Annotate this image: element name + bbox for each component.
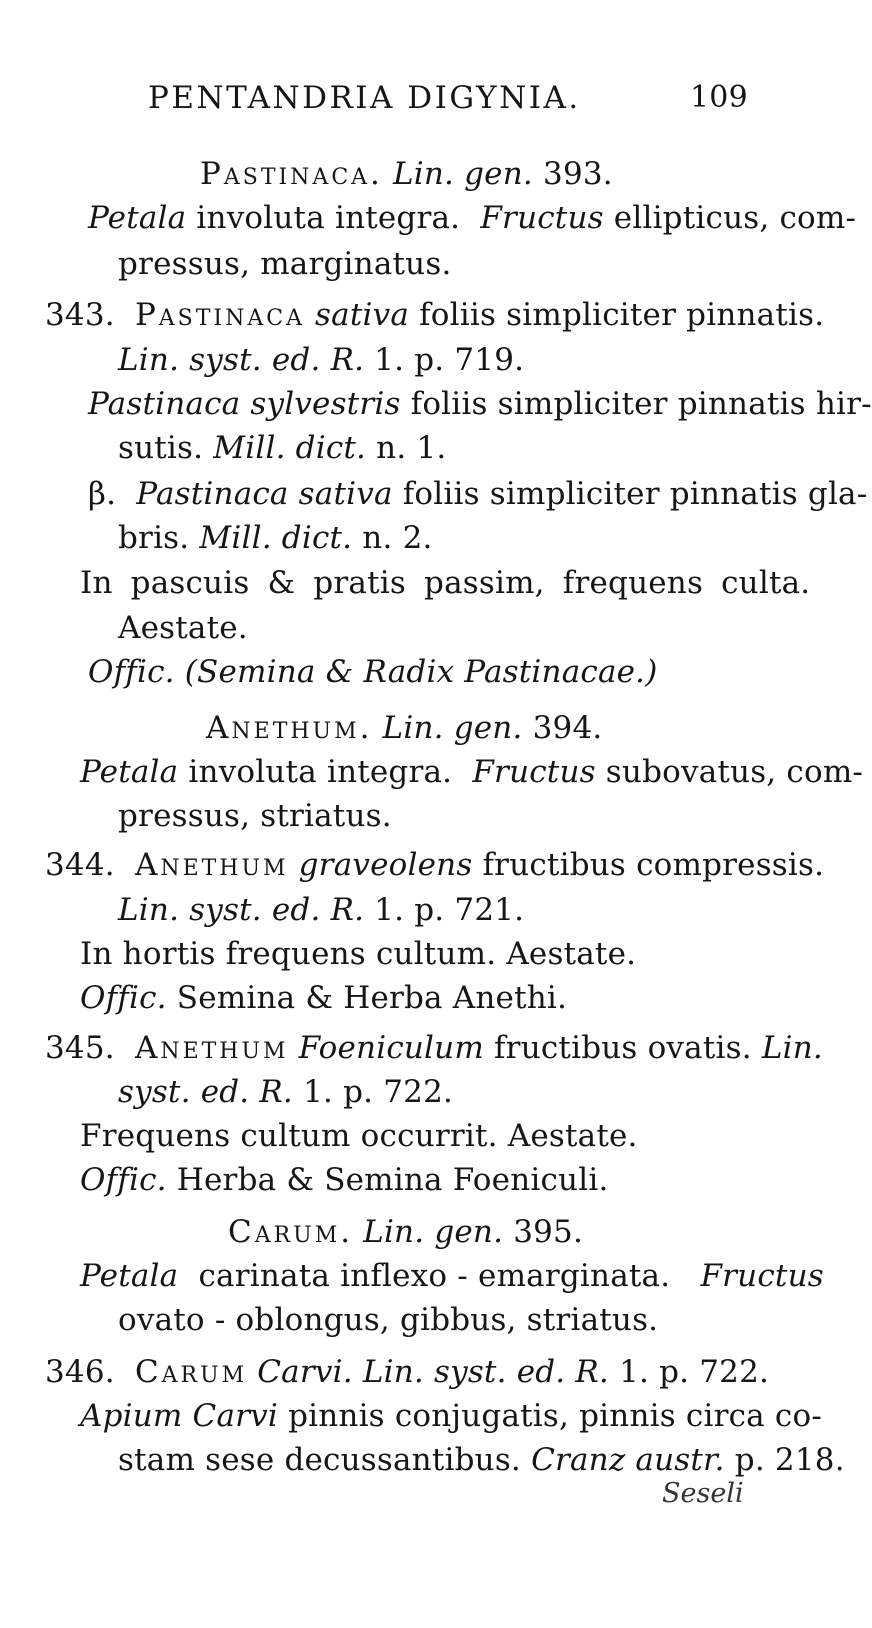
species-epithet: Foeniculum xyxy=(298,1030,484,1066)
officinal-text: Herba & Semina Foeniculi. xyxy=(176,1162,609,1198)
ref-text: Lin. syst. ed. R. xyxy=(362,1354,609,1390)
officinal-text: Semina & Herba Anethi. xyxy=(176,980,568,1016)
genus-name: Carum. xyxy=(228,1214,354,1250)
species-genus: Carum xyxy=(134,1354,248,1390)
genus-character-cont: ovato - oblongus, gibbus, striatus. xyxy=(118,1302,659,1338)
genus-ref: Lin. gen. xyxy=(363,1214,504,1250)
petala-label: Petala xyxy=(80,754,179,790)
species-genus: Pastinaca xyxy=(134,297,305,333)
variety-cont xyxy=(118,518,433,558)
species-genus: Anethum xyxy=(134,847,289,883)
species-number: 345. xyxy=(45,1030,115,1066)
species-ref-line xyxy=(118,890,524,930)
ref-head: Lin. xyxy=(761,1030,823,1066)
species-genus: Anethum xyxy=(134,1030,289,1066)
fructus-label: Fructus xyxy=(480,200,604,236)
ref-text: syst. ed. R. xyxy=(118,1074,293,1110)
season-line: Aestate. xyxy=(118,610,248,646)
fructus-text: ellipticus, com- xyxy=(613,200,857,236)
officinal-line xyxy=(80,978,567,1018)
genus-character-line xyxy=(80,752,863,792)
running-header-title: PENTANDRIA DIGYNIA. xyxy=(148,80,581,116)
officinal-line: Offic. (Semina & Radix Pastinacae.) xyxy=(88,654,658,690)
variety-ref: Mill. dict. xyxy=(199,520,353,556)
genus-heading-carum xyxy=(228,1212,583,1252)
species-diagnosis: fructibus compressis. xyxy=(482,847,825,883)
species-entry-345 xyxy=(45,1028,823,1068)
genus-heading-pastinaca xyxy=(200,154,613,194)
species-number: 343. xyxy=(45,297,115,333)
variety-cont-text: bris. xyxy=(118,520,190,556)
habitat-line: In pascuis & pratis passim, frequens culta. xyxy=(80,565,811,601)
synonym-cont xyxy=(118,1440,845,1480)
synonym-cont xyxy=(118,428,446,468)
species-entry-344 xyxy=(45,845,824,885)
variety-marker: β. xyxy=(88,476,117,512)
species-diagnosis: foliis simpliciter pinnatis. xyxy=(419,297,825,333)
genus-character-line xyxy=(80,1256,824,1296)
genus-name: Anethum. xyxy=(206,710,373,746)
genus-ref: Lin. gen. xyxy=(392,156,533,192)
synonym-cont-text: sutis. xyxy=(118,430,204,466)
petala-label: Petala xyxy=(80,1258,179,1294)
variety-text: foliis simpliciter pinnatis gla- xyxy=(402,476,868,512)
species-entry-346 xyxy=(45,1352,769,1392)
variety-line xyxy=(88,474,867,514)
ref-page: 1. p. 722. xyxy=(303,1074,454,1110)
ref-page: 1. p. 722. xyxy=(619,1354,770,1390)
fructus-label: Fructus xyxy=(700,1258,824,1294)
habitat-line: Frequens cultum occurrit. Aestate. xyxy=(80,1118,638,1154)
ref-text: Lin. syst. ed. R. xyxy=(118,342,365,378)
ref-page: 1. p. 719. xyxy=(374,342,525,378)
species-number: 344. xyxy=(45,847,115,883)
genus-name: Pastinaca. xyxy=(200,156,383,192)
synonym-text: pinnis conjugatis, pinnis circa co- xyxy=(288,1398,822,1434)
synonym-ref: Mill. dict. xyxy=(213,430,367,466)
habitat-line: In hortis frequens cultum. Aestate. xyxy=(80,936,637,972)
species-epithet: sativa xyxy=(315,297,410,333)
synonym-name: Pastinaca sylvestris xyxy=(88,386,401,422)
synonym-name: Apium Carvi xyxy=(80,1398,279,1434)
genus-heading-anethum xyxy=(206,708,602,748)
species-epithet: Carvi. xyxy=(257,1354,353,1390)
species-number: 346. xyxy=(45,1354,115,1390)
petala-text: involuta integra. xyxy=(196,200,461,236)
page-number: 109 xyxy=(690,80,748,115)
species-diagnosis: fructibus ovatis. xyxy=(494,1030,752,1066)
petala-label: Petala xyxy=(88,200,187,236)
ref-page: 1. p. 721. xyxy=(374,892,525,928)
synonym-line xyxy=(88,384,872,424)
ref-text: Lin. syst. ed. R. xyxy=(118,892,365,928)
synonym-ref-page: p. 218. xyxy=(734,1442,845,1478)
catchword: Seseli xyxy=(662,1478,744,1509)
genus-ref-number: 394. xyxy=(532,710,603,746)
genus-ref: Lin. gen. xyxy=(382,710,523,746)
fructus-label: Fructus xyxy=(472,754,596,790)
species-ref-line xyxy=(118,1072,453,1112)
synonym-line xyxy=(80,1396,822,1436)
officinal-label: Offic. xyxy=(80,1162,167,1198)
species-epithet: graveolens xyxy=(298,847,473,883)
genus-ref-number: 393. xyxy=(543,156,613,192)
synonym-cont-text: stam sese decussantibus. xyxy=(118,1442,521,1478)
species-ref-line xyxy=(118,340,524,380)
genus-character-cont: pressus, striatus. xyxy=(118,798,392,834)
petala-text: carinata inflexo - emarginata. xyxy=(198,1258,671,1294)
genus-ref-number: 395. xyxy=(513,1214,584,1250)
genus-character-line xyxy=(88,198,856,238)
officinal-line xyxy=(80,1160,609,1200)
synonym-ref: Cranz austr. xyxy=(531,1442,725,1478)
variety-ref-number: n. 2. xyxy=(362,520,433,556)
petala-text: involuta integra. xyxy=(188,754,453,790)
species-entry-343 xyxy=(45,295,824,335)
synonym-text: foliis simpliciter pinnatis hir- xyxy=(410,386,872,422)
genus-character-cont: pressus, marginatus. xyxy=(118,246,452,282)
fructus-text: subovatus, com- xyxy=(605,754,864,790)
variety-name: Pastinaca sativa xyxy=(136,476,393,512)
officinal-label: Offic. xyxy=(80,980,167,1016)
synonym-ref-number: n. 1. xyxy=(376,430,447,466)
